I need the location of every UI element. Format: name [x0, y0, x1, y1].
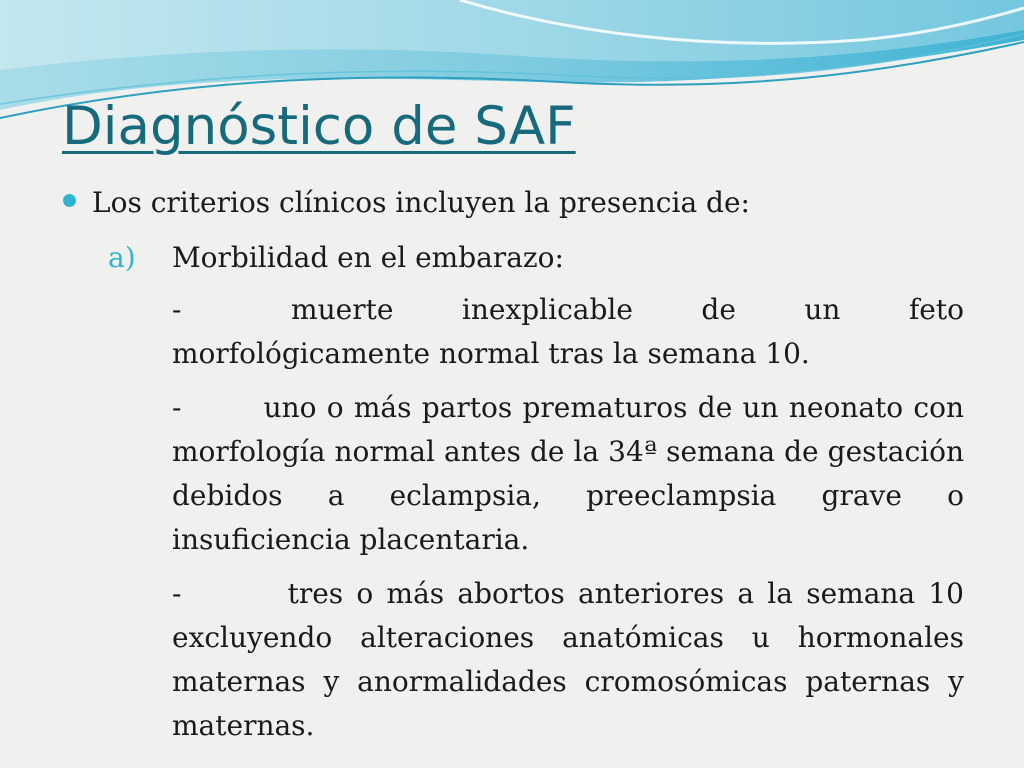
slide-title: Diagnóstico de SAF	[62, 96, 576, 157]
criterion-paragraph-1: - muerte inexplicable de un feto morfológicamente normal tras la semana 10.	[172, 293, 973, 370]
criterion-paragraph-2: - uno o más partos prematuros de un neonato con morfología normal antes de la 34ª semana de gestación debidos a eclampsia, preeclampsia grave o insuficiencia placentaria.	[172, 391, 973, 556]
list-marker: a)	[108, 241, 136, 274]
sub-heading: Morbilidad en el embarazo:	[172, 241, 564, 274]
bullet-dot-icon	[63, 194, 76, 207]
bullet-text: Los criterios clínicos incluyen la presencia de:	[92, 186, 750, 219]
criterion-paragraph-3: - tres o más abortos anteriores a la semana 10 excluyendo alteraciones anatómicas u hormonales maternas y anormalidades cromosómicas paternas y maternas.	[172, 577, 973, 742]
